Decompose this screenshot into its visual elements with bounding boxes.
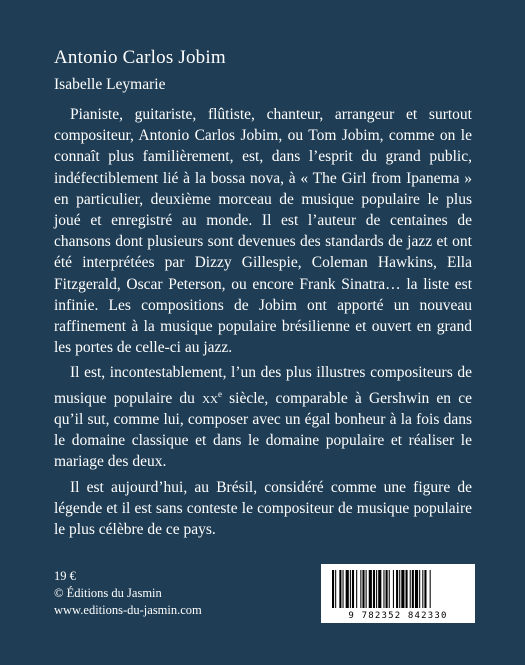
publisher-website: www.editions-du-jasmin.com xyxy=(54,603,202,617)
barcode-bar xyxy=(346,570,349,608)
barcode-bar xyxy=(339,570,341,608)
century-numeral: xx xyxy=(202,389,218,407)
barcode-bar xyxy=(410,570,411,608)
barcode-bar xyxy=(386,570,388,608)
barcode-bar xyxy=(335,570,336,608)
blurb-paragraph-1: Pianiste, guitariste, flûtiste, chanteur, arrangeur et surtout compositeur, Antonio Carlos Jobim, ou Tom Jobim, comme on le connaît plus familièrement, est, dans l’esprit du grand public, indéfectiblement lié à la bossa nova, à « The Girl from Ipanema » en particulier, deuxième morceau de musique populaire le plus joué et enregistré au monde. Il est l’auteur de centaines de chansons dont plusieurs sont devenues des standards de jazz et ont été interprétées par Dizzy Gillespie, Coleman Hawkins, Ella Fitzgerald, Oscar Peterson, ou encore Frank Sinatra… la liste est infinie. Les compositions de Jobim ont apporté un nouveau raffinement à la musique populaire brésilienne et ouvert en grand les portes de celle-ci au jazz. xyxy=(54,106,472,357)
barcode-bar xyxy=(393,570,394,608)
barcode-bar xyxy=(356,570,357,608)
barcode-bar xyxy=(366,570,367,608)
price: 19 € xyxy=(54,569,76,583)
barcode-bar xyxy=(383,570,384,608)
barcode-bar xyxy=(373,570,375,608)
blurb-paragraph-2 xyxy=(54,362,472,472)
book-title: Antonio Carlos Jobim xyxy=(54,47,226,68)
barcode-bar xyxy=(378,570,381,608)
barcode-bar xyxy=(419,570,420,608)
barcode-bar xyxy=(343,570,344,608)
barcode-bar xyxy=(360,570,361,608)
blurb-paragraph-3: Il est aujourd’hui, au Brésil, considéré comme une figure de légende et il est sans conteste le compositeur de musique populaire le plus célèbre de ce pays. xyxy=(54,478,472,539)
barcode-bar xyxy=(424,570,426,608)
barcode-bar xyxy=(406,570,408,608)
barcode-bar xyxy=(422,570,423,608)
barcode-bar xyxy=(362,570,364,608)
blurb-text xyxy=(54,104,472,544)
barcode-bar xyxy=(415,570,418,608)
barcode-bar xyxy=(332,570,334,608)
barcode-bar xyxy=(376,570,377,608)
barcode-bar xyxy=(350,570,351,608)
barcode-bar xyxy=(412,570,414,608)
barcode-bar xyxy=(352,570,354,608)
book-author: Isabelle Leymarie xyxy=(54,76,166,93)
barcode-bar xyxy=(401,570,404,608)
barcode-bar xyxy=(369,570,372,608)
paragraph-2-rest: siècle, comparable à Gershwin en ce qu’il sut, comme lui, composer avec un égal bonheur à la fois dans le domaine classique et dans le domaine populaire et réaliser le mariage des deux. xyxy=(54,389,472,471)
barcode-bar xyxy=(389,570,390,608)
barcode-bar xyxy=(399,570,400,608)
publisher-info xyxy=(54,568,202,619)
paragraph-2-start: Il est, incontestablement, l’un des plus illustres compositeurs de musique populaire du xyxy=(54,364,472,407)
century-superscript: e xyxy=(217,388,222,399)
isbn-barcode xyxy=(321,564,475,623)
publisher-name: © Éditions du Jasmin xyxy=(54,586,162,600)
barcode-bar xyxy=(396,570,398,608)
barcode-bar xyxy=(430,570,431,608)
barcode-digits: 9 782352 842330 xyxy=(348,611,448,621)
